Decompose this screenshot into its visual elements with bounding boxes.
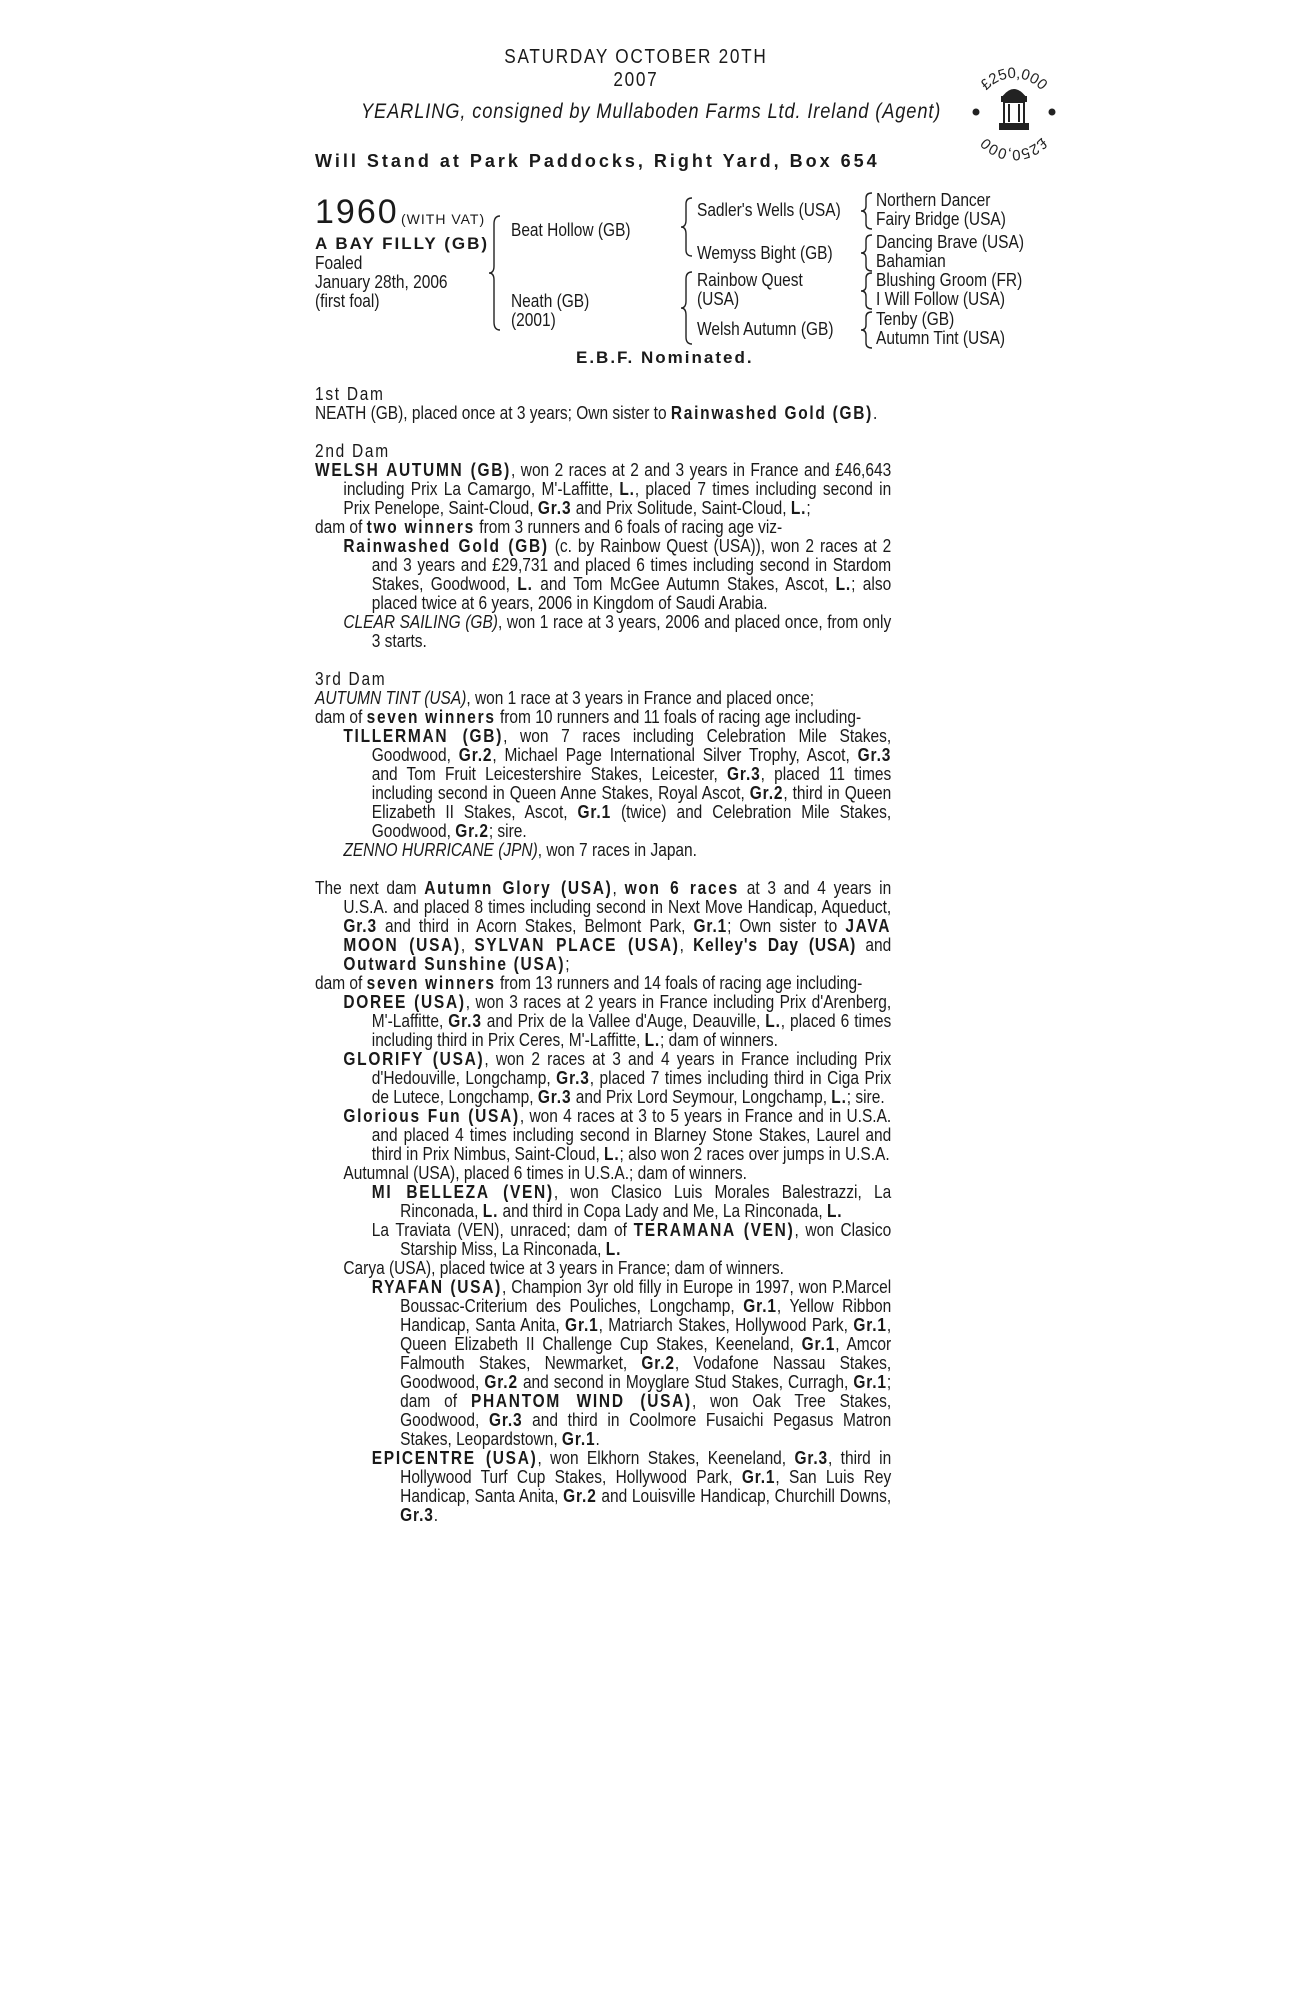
nd-a6: Gr.3 [343, 916, 377, 936]
nd-a3: , [612, 878, 625, 898]
ep-6: , San Luis Rey Handicap, Santa Anita, [400, 1467, 892, 1506]
doree-6: , placed 6 times including third in Prix Ceres, M'-Laffitte, [371, 1011, 892, 1050]
pedigree-sdd: Bahamian [876, 251, 946, 271]
pedigree-dsd: I Will Follow (USA) [876, 289, 1006, 309]
nd-b1: dam of [315, 973, 367, 993]
ry-16: ; dam of [400, 1372, 892, 1411]
sd-a7: L. [790, 498, 807, 518]
pedigree-sds: Dancing Brave (USA) [876, 232, 1024, 252]
td-c5: Gr.3 [857, 745, 892, 765]
first-dam-section [315, 385, 891, 423]
glorify-2: , won 2 races at 3 and 4 years in France including Prix d'Hedouville, Longchamp, [371, 1049, 892, 1088]
td-c13: Gr.2 [455, 821, 489, 841]
mi-3: L. [482, 1201, 499, 1221]
nd-a4: won 6 races [624, 878, 739, 898]
ry-2: , Champion 3yr old filly in Europe in 1997, won P.Marcel Boussac-Criterium des Pouliches, Longchamp, [400, 1277, 892, 1316]
first-foal-note: (first foal) [315, 291, 380, 311]
pedigree-sss: Northern Dancer [876, 190, 991, 210]
foaled-label: Foaled [315, 253, 363, 273]
ep-7: Gr.2 [563, 1486, 597, 1506]
sd-a5: Gr.3 [537, 498, 572, 518]
glorious-fun-entry [315, 1107, 891, 1164]
ep-9: Gr.3 [400, 1505, 434, 1525]
third-dam-section [315, 670, 891, 860]
sd-c3: L. [517, 574, 533, 594]
doree-8: ; dam of winners. [660, 1030, 778, 1050]
second-dam-produce-summary [315, 518, 891, 537]
lot-title: A BAY FILLY (GB) [315, 234, 490, 253]
dam-name: Neath (GB) [511, 291, 590, 311]
ry-7: Gr.1 [853, 1315, 887, 1335]
dam-year: (2001) [511, 310, 556, 330]
foaled-date: January 28th, 2006 [315, 272, 448, 292]
pedigree-ddd: Autumn Tint (USA) [876, 328, 1006, 348]
td-a2: , won 1 race at 3 years in France and placed once; [466, 688, 815, 708]
nd-a7: and third in Acorn Stakes, Belmont Park, [376, 916, 694, 936]
td-b1: dam of [315, 707, 367, 727]
fun-2: , won 4 races at 3 to 5 years in France and in U.S.A. and placed 4 times including second in Blarney Stone Stakes, Laurel and third in Prix Nimbus, Saint-Cloud, [371, 1106, 892, 1164]
ry-18: , won Oak Tree Stakes, Goodwood, [400, 1391, 892, 1430]
trav-4: L. [605, 1239, 622, 1259]
third-dam-record [315, 689, 891, 708]
sd-a8: ; [806, 498, 811, 518]
doree-name: DOREE (USA) [343, 992, 466, 1012]
first-dam-sister: Rainwashed Gold (GB) [670, 403, 874, 423]
ry-19: Gr.3 [488, 1410, 523, 1430]
sd-c2: (c. by Rainbow Quest (USA)), won 2 races at 2 and 3 years and £29,731 and placed 6 times including second in Stardom Stakes, Goodwood, [371, 536, 892, 594]
ds-brace [860, 271, 874, 311]
ep-3: Gr.3 [794, 1448, 829, 1468]
doree-4: and Prix de la Vallee d'Auge, Deauville, [481, 1011, 766, 1031]
mi-belleza-name: MI BELLEZA (VEN) [371, 1182, 554, 1202]
epicentre-entry [315, 1449, 891, 1525]
td-c7: Gr.3 [727, 764, 761, 784]
glorify-name: GLORIFY (USA) [343, 1049, 485, 1069]
sd-brace [860, 233, 874, 273]
next-dam-section [315, 879, 891, 1525]
sylvan-place-name: SYLVAN PLACE (USA) [474, 935, 680, 955]
ss-brace [860, 191, 874, 231]
glorify-entry [315, 1050, 891, 1107]
autumnal-entry: Autumnal (USA), placed 6 times in U.S.A.; dam of winners. [343, 1163, 747, 1183]
td-b2: seven winners [366, 707, 496, 727]
td-c11: Gr.1 [577, 802, 612, 822]
ryafan-entry [315, 1278, 891, 1449]
nd-a1: The next dam [315, 878, 425, 898]
ry-11: Gr.2 [641, 1353, 675, 1373]
nd-b3: from 13 runners and 14 foals of racing age including- [495, 973, 863, 993]
glorious-fun-name: Glorious Fun (USA) [343, 1106, 520, 1126]
zenno-hurricane-entry [315, 841, 891, 860]
doree-entry [315, 993, 891, 1050]
dam-brace [680, 270, 694, 346]
td-b3: from 10 runners and 11 foals of racing age including- [495, 707, 862, 727]
ep-2: , won Elkhorn Stakes, Keeneland, [537, 1448, 795, 1468]
sd-c6: ; also placed twice at 6 years, 2006 in Kingdom of Saudi Arabia. [371, 574, 892, 613]
sd-c4: and Tom McGee Autumn Stakes, Ascot, [532, 574, 836, 594]
sire-dam: Wemyss Bight (GB) [697, 243, 833, 263]
la-traviata-entry [315, 1221, 891, 1259]
ry-22: . [595, 1429, 600, 1449]
sale-date: SATURDAY OCTOBER 20TH 2007 [504, 46, 768, 91]
ep-10: . [433, 1505, 439, 1525]
welsh-autumn-name: WELSH AUTUMN (GB) [315, 460, 512, 480]
td-c9: Gr.2 [749, 783, 784, 803]
doree-3: Gr.3 [448, 1011, 482, 1031]
ep-4: , third in Hollywood Turf Cup Stakes, Hollywood Park, [400, 1448, 892, 1487]
vat-note: (WITH VAT) [401, 211, 486, 227]
dd-brace [860, 310, 874, 350]
td-c10: , third in Queen Elizabeth II Stakes, Ascot, [371, 783, 892, 822]
ry-12: , Vodafone Nassau Stakes, Goodwood, [400, 1353, 892, 1392]
dam-sire-line2: (USA) [697, 289, 740, 309]
tillerman-name: TILLERMAN (GB) [343, 726, 504, 746]
td-c8: , placed 11 times including second in Queen Anne Stakes, Royal Ascot, [371, 764, 892, 803]
fun-4: ; also won 2 races over jumps in U.S.A. [619, 1144, 890, 1164]
svg-text:£250,000 [977, 134, 1050, 162]
sd-b2: two winners [366, 517, 476, 537]
teramana-name: TERAMANA (VEN) [633, 1220, 795, 1240]
java-moon-name: JAVA MOON (USA) [343, 916, 892, 955]
glorify-3: Gr.3 [556, 1068, 590, 1088]
sd-b1: dam of [315, 517, 367, 537]
pedigree-ssd: Fairy Bridge (USA) [876, 209, 1006, 229]
mi-belleza-entry [315, 1183, 891, 1221]
td-c14: ; sire. [488, 821, 527, 841]
td-c6: and Tom Fruit Leicestershire Stakes, Leicester, [371, 764, 728, 784]
price-seal-icon [964, 62, 1064, 162]
sire-sire: Sadler's Wells (USA) [697, 200, 841, 220]
ry-3: Gr.1 [743, 1296, 777, 1316]
nd-a17: ; [565, 954, 570, 974]
first-dam-text [315, 404, 891, 423]
mi-4: and third in Copa Lady and Me, La Rinconada, [498, 1201, 827, 1221]
glorify-4: , placed 7 times including third in Ciga Prix de Lutece, Longchamp, [371, 1068, 892, 1107]
ebf-nominated: E.B.F. Nominated. [576, 348, 754, 367]
autumn-tint-name: AUTUMN TINT (USA) [315, 688, 467, 708]
nd-a13: , [679, 935, 694, 955]
doree-5: L. [765, 1011, 781, 1031]
seal-bottom-text: £250,000 [977, 134, 1051, 162]
sd-b3: from 3 runners and 6 foals of racing age viz- [475, 517, 783, 537]
sire-brace [680, 196, 694, 258]
ry-13: Gr.2 [484, 1372, 518, 1392]
ry-14: and second in Moyglare Stud Stakes, Curragh, [517, 1372, 854, 1392]
second-dam-heading: 2nd Dam [315, 441, 390, 461]
epicentre-name: EPICENTRE (USA) [371, 1448, 538, 1468]
next-dam-produce-summary [315, 974, 891, 993]
tillerman-entry [315, 727, 891, 841]
nd-b2: seven winners [366, 973, 496, 993]
ep-8: and Louisville Handicap, Churchill Downs, [596, 1486, 892, 1506]
clear-sailing-entry [315, 613, 891, 651]
sd-d2: , won 1 race at 3 years, 2006 and placed once, from only 3 starts. [371, 612, 892, 651]
sd-c5: L. [835, 574, 852, 594]
third-dam-heading: 3rd Dam [315, 669, 387, 689]
outward-sunshine-name: Outward Sunshine (USA) [343, 954, 566, 974]
ry-21: Gr.1 [561, 1429, 596, 1449]
third-dam-produce-summary [315, 708, 891, 727]
consignment-line: YEARLING, consigned by Mullaboden Farms Ltd. Ireland (Agent) [361, 100, 942, 123]
glorify-8: ; sire. [846, 1087, 885, 1107]
ry-5: Gr.1 [565, 1315, 599, 1335]
first-dam-t3: . [873, 403, 878, 423]
sd-a4: , placed 7 times including second in Prix Penelope, Saint-Cloud, [343, 479, 892, 518]
sd-a3: L. [619, 479, 635, 499]
td-c4: , Michael Page International Silver Trophy, Ascot, [492, 745, 858, 765]
dam-dam: Welsh Autumn (GB) [697, 319, 834, 339]
ry-10: , Amcor Falmouth Stakes, Newmarket, [400, 1334, 892, 1373]
nd-a11: , [460, 935, 475, 955]
sd-a6: and Prix Solitude, Saint-Cloud, [571, 498, 791, 518]
zenno-hurricane-name: ZENNO HURRICANE (JPN) [343, 840, 538, 860]
glorify-7: L. [831, 1087, 847, 1107]
autumn-glory-name: Autumn Glory (USA) [424, 878, 613, 898]
nd-a15: and [856, 935, 892, 955]
first-dam-heading: 1st Dam [315, 384, 385, 404]
phantom-wind-name: PHANTOM WIND (USA) [470, 1391, 692, 1411]
trav-3: , won Clasico Starship Miss, La Rinconada, [400, 1220, 892, 1259]
mi-2: , won Clasico Luis Morales Balestrazzi, La Rinconada, [400, 1182, 892, 1221]
ry-20: and third in Coolmore Fusaichi Pegasus Matron Stakes, Leopardstown, [400, 1410, 892, 1449]
next-dam-record [315, 879, 891, 974]
rainwashed-gold-name: Rainwashed Gold (GB) [343, 536, 549, 556]
glorify-6: and Prix Lord Seymour, Longchamp, [571, 1087, 832, 1107]
td-c2: , won 7 races including Celebration Mile Stakes, Goodwood, [371, 726, 892, 765]
stand-location: Will Stand at Park Paddocks, Right Yard, Box 654 [315, 151, 880, 171]
doree-7: L. [644, 1030, 661, 1050]
glorify-5: Gr.3 [537, 1087, 572, 1107]
sd-a2: , won 2 races at 2 and 3 years in France and £46,643 including Prix La Camargo, M'-Laffitte, [343, 460, 892, 499]
pedigree-dss: Blushing Groom (FR) [876, 270, 1023, 290]
nd-a5: at 3 and 4 years in U.S.A. and placed 8 times including second in Next Move Handicap, Aqueduct, [343, 878, 892, 917]
trav-1: La Traviata (VEN), unraced; dam of [371, 1220, 634, 1240]
td-c3: Gr.2 [458, 745, 493, 765]
nd-a9: ; Own sister to [727, 916, 846, 936]
ry-6: , Matriarch Stakes, Hollywood Park, [598, 1315, 854, 1335]
td-d2: , won 7 races in Japan. [537, 840, 697, 860]
ep-5: Gr.1 [741, 1467, 776, 1487]
pedigree-main-brace [488, 214, 502, 332]
rainwashed-gold-entry [315, 537, 891, 613]
lot-number: 1960 [315, 193, 399, 231]
dam-sire-line1: Rainbow Quest [697, 270, 803, 290]
sire-name: Beat Hollow (GB) [511, 220, 631, 240]
ry-9: Gr.1 [801, 1334, 836, 1354]
ry-4: , Yellow Ribbon Handicap, Santa Anita, [400, 1296, 892, 1335]
nd-a8: Gr.1 [693, 916, 728, 936]
mi-5: L. [826, 1201, 843, 1221]
seal-top-text: £250,000 [977, 64, 1051, 94]
doree-2: , won 3 races at 2 years in France including Prix d'Arenberg, M'-Laffitte, [371, 992, 892, 1031]
carya-entry: Carya (USA), placed twice at 3 years in France; dam of winners. [343, 1258, 784, 1278]
first-dam-t1: NEATH (GB), placed once at 3 years; Own sister to [315, 403, 671, 423]
pedigree-dds: Tenby (GB) [876, 309, 955, 329]
ry-15: Gr.1 [853, 1372, 887, 1392]
fun-3: L. [604, 1144, 620, 1164]
kelleys-day-name: Kelley's Day (USA) [693, 935, 857, 955]
ry-8: , Queen Elizabeth II Challenge Cup Stakes, Keeneland, [400, 1315, 892, 1354]
second-dam-record [315, 461, 891, 518]
ryafan-name: RYAFAN (USA) [371, 1277, 503, 1297]
td-c12: (twice) and Celebration Mile Stakes, Goodwood, [371, 802, 892, 841]
catalogue-body [315, 385, 891, 1544]
second-dam-section [315, 442, 891, 651]
clear-sailing-name: CLEAR SAILING (GB) [343, 612, 498, 632]
